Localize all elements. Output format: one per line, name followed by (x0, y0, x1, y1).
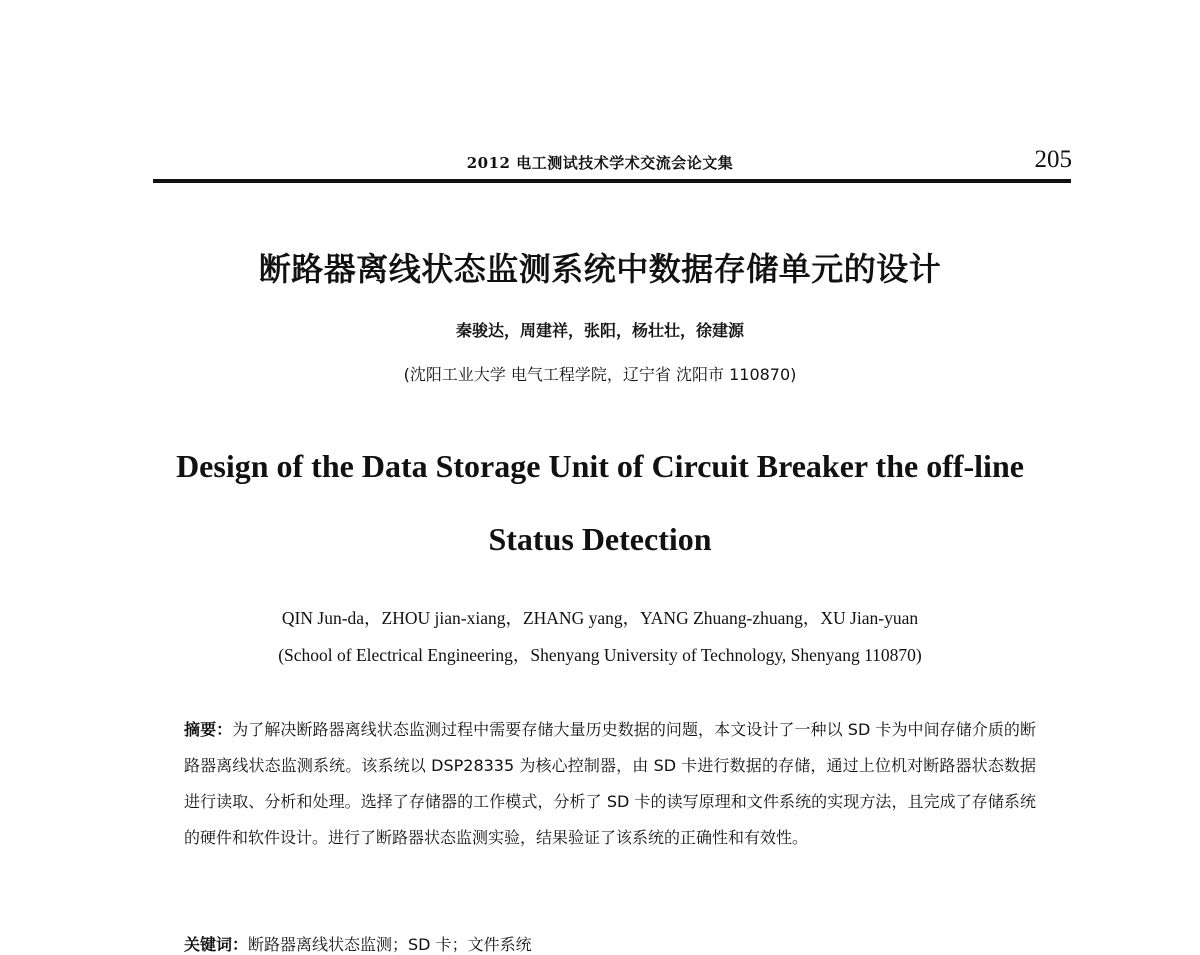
chinese-affiliation: (沈阳工业大学 电气工程学院，辽宁省 沈阳市 110870) (403, 365, 797, 384)
keywords-text: 断路器离线状态监测；SD 卡；文件系统 (248, 935, 532, 954)
chinese-authors: 秦骏达，周建祥，张阳，杨壮壮，徐建源 (455, 321, 744, 340)
abstract-label: 摘要： (184, 720, 233, 739)
english-authors: QIN Jun-da，ZHOU jian-xiang，ZHANG yang，YANG Zhuang-zhuang，XU Jian-yuan (281, 608, 919, 628)
chinese-paper-title: 断路器离线状态监测系统中数据存储单元的设计 (258, 250, 942, 288)
abstract-paragraph (184, 712, 1036, 856)
english-title-line-2: Status Detection (488, 521, 712, 557)
keywords-label: 关键词： (184, 935, 249, 954)
english-affiliation: (School of Electrical Engineering，Shenyang University of Technology, Shenyang 110870) (278, 645, 922, 665)
header-rule (153, 179, 1071, 183)
journal-header-title: 2012 电工测试技术学术交流会论文集 (466, 154, 734, 172)
english-title-line-1: Design of the Data Storage Unit of Circuit Breaker the off-line (176, 448, 1024, 484)
page-number: 205 (1034, 146, 1072, 173)
abstract-text: 为了解决断路器离线状态监测过程中需要存储大量历史数据的问题，本文设计了一种以 SD 卡为中间存储介质的断路器离线状态监测系统。该系统以 DSP28335 为核心控制器，由 SD 卡进行数据的存储，通过上位机对断路器状态数据进行读取、分析和处理。选择了存储器的工作模式，分析了 SD 卡的读写原理和文件系统的实现方法，且完成了存储系统的硬件和软件设计。进行了断路器状态监测实验，结果验证了该系统的正确性和有效性。 (184, 720, 1036, 847)
